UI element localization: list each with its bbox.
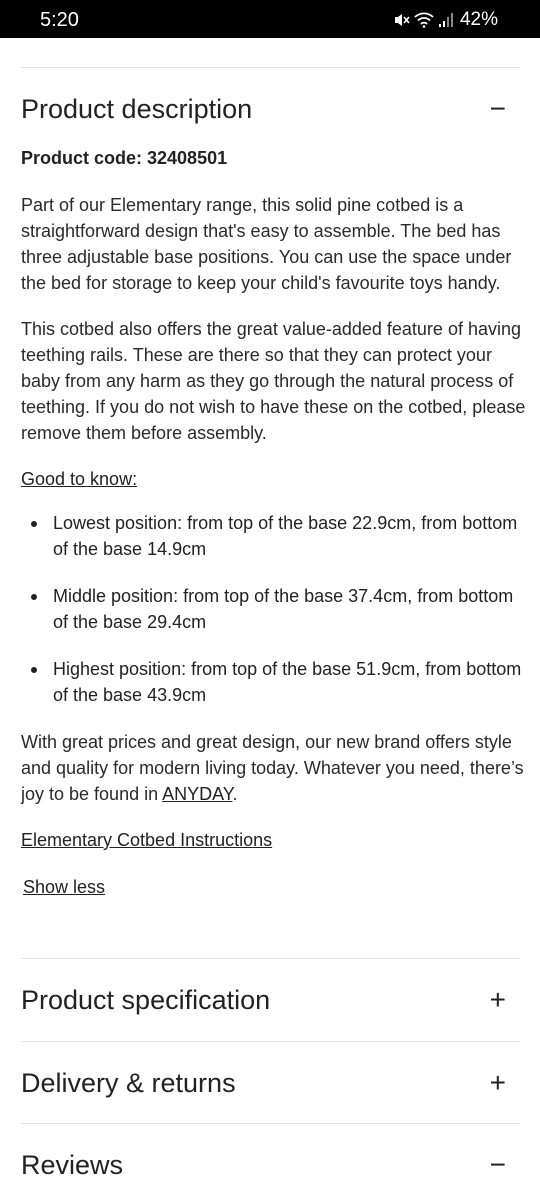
anyday-brand-link[interactable]: ANYDAY [162,784,233,804]
reviews-title: Reviews [21,1149,124,1180]
section-divider [21,67,520,68]
list-item: Middle position: from top of the base 37.4cm, from bottom of the base 29.4cm [21,583,526,635]
closing-paragraph: With great prices and great design, our new brand offers style and quality for modern living today. Whatever you need, there’s joy to be found in ANYDAY. [21,732,524,804]
signal-icon [438,12,454,28]
section-divider [21,1123,520,1124]
status-icons [394,12,454,28]
product-code: Product code: 32408501 [21,148,228,168]
battery-level: 42% [459,9,498,30]
section-divider [21,1041,520,1042]
bullet-icon [31,667,37,673]
bullet-icon [31,594,37,600]
instructions-link[interactable]: Elementary Cotbed Instructions [21,830,273,850]
product-specification-header[interactable] [21,975,520,1025]
delivery-returns-header[interactable] [21,1058,520,1108]
list-item: Lowest position: from top of the base 22.9cm, from bottom of the base 14.9cm [21,510,526,562]
expand-icon[interactable]: + [489,984,506,1015]
bullet-icon [31,521,37,527]
base-positions-list [21,510,526,708]
product-description-header[interactable] [21,84,520,134]
show-less-link[interactable]: Show less [23,877,106,897]
wifi-icon [414,12,434,28]
product-description-title: Product description [21,93,253,124]
mute-icon [394,12,410,28]
collapse-icon[interactable]: − [489,1149,506,1180]
reviews-header[interactable] [21,1140,520,1190]
delivery-returns-title: Delivery & returns [21,1067,236,1098]
collapse-icon[interactable]: − [489,93,506,124]
description-paragraph-1: Part of our Elementary range, this solid pine cotbed is a straightforward design that's easy to assemble. The bed has three adjustable base positions. You can use the space under the bed for storage to keep your child's favourite toys handy. [21,195,512,293]
expand-icon[interactable]: + [489,1067,506,1098]
status-bar [0,0,540,38]
status-right [394,9,498,31]
product-specification-title: Product specification [21,984,271,1015]
good-to-know-heading: Good to know: [21,469,138,489]
section-divider [21,958,520,959]
description-paragraph-2: This cotbed also offers the great value-added feature of having teething rails. These are there so that they can protect your baby from any harm as they go through the natural process of teething. If you do not wish to have these on the cotbed, please remove them before assembly. [21,319,526,443]
product-description-content [21,148,526,900]
status-time: 5:20 [40,9,79,31]
list-item: Highest position: from top of the base 51.9cm, from bottom of the base 43.9cm [21,656,526,708]
